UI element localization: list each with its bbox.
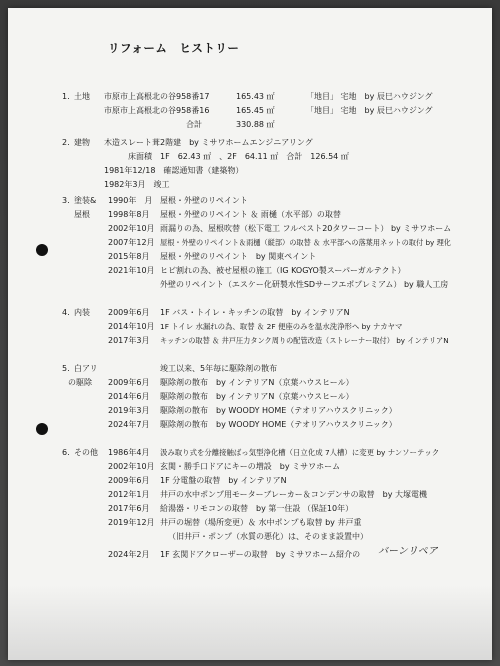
section-number: 4.: [62, 308, 70, 317]
entry-text: 1982年3月 竣工: [104, 180, 170, 189]
section-label: その他: [74, 448, 98, 457]
entry-text: キッチンの取替 ＆ 井戸圧力タンク周りの配管改造（ストレーナー取付） by インテリアN: [160, 336, 449, 345]
entry-text: （旧井戸・ポンプ（水質の悪化）は、そのまま設置中）: [168, 532, 368, 541]
entry-date: 2019年12月: [108, 518, 155, 527]
history-row: [8, 446, 492, 460]
entry-text: 外壁のリペイント（エスケー化研製水性SDサーフエポプレミアム） by 職人工房: [160, 280, 449, 289]
entry-date: 2012年1月: [108, 490, 150, 499]
paper-shadow: [8, 585, 492, 660]
history-row: [8, 376, 492, 390]
entry-text: 駆除剤の散布 by インテリアN（京葉ハウスヒール）: [160, 392, 354, 401]
history-row: [8, 474, 492, 488]
entry-date: 2024年7月: [108, 420, 150, 429]
entry-date: 2024年2月: [108, 550, 150, 559]
entry-date: 2017年6月: [108, 504, 150, 513]
history-row: [8, 136, 492, 150]
section-number: 2.: [62, 138, 70, 147]
entry-date: 2014年6月: [108, 392, 150, 401]
history-row: [8, 150, 492, 164]
history-row: [8, 320, 492, 334]
history-row: [8, 236, 492, 250]
history-row: [8, 404, 492, 418]
section-number: 6.: [62, 448, 70, 457]
history-row: [8, 334, 492, 348]
history-row: [8, 178, 492, 192]
history-row: [8, 250, 492, 264]
entry-text: 屋根・外壁のリペイント: [160, 196, 248, 205]
history-row: [8, 460, 492, 474]
document-title: リフォーム ヒストリー: [108, 41, 240, 55]
history-row: [8, 264, 492, 278]
entry-text: 1F 分電盤の取替 by インテリアN: [160, 476, 287, 485]
entry-note: 「地目」 宅地 by 辰巳ハウジング: [306, 106, 433, 115]
entry-text: 合計: [186, 120, 202, 129]
entry-text: 駆除剤の散布 by WOODY HOME（テオリアハウスクリニック）: [160, 420, 397, 429]
history-row: [8, 164, 492, 178]
entry-text: 玄関・勝手口ドアにキーの増設 by ミサワホーム: [160, 462, 341, 471]
entry-date: 2015年8月: [108, 252, 150, 261]
entry-text: ヒビ割れの為、被せ屋根の施工（IG KOGYO製スーパーガルテクト）: [160, 266, 406, 275]
entry-text: 駆除剤の散布 by WOODY HOME（テオリアハウスクリニック）: [160, 406, 397, 415]
section-label: 白アリ: [74, 364, 98, 373]
entry-text: 井戸の水中ポンプ用モーターブレーカー＆コンデンサの取替 by 大塚電機: [160, 490, 427, 499]
section-label: 屋根: [74, 210, 90, 219]
section-label: 塗装&: [74, 196, 97, 205]
history-row: [8, 278, 492, 292]
entry-text: 1F バス・トイレ・キッチンの取替 by インテリアN: [160, 308, 350, 317]
section-number: 5.: [62, 364, 70, 373]
document-page: [8, 8, 492, 660]
section-number: 1.: [62, 92, 70, 101]
section-label: の駆除: [68, 378, 92, 387]
entry-date: 1990年 月: [108, 196, 153, 205]
entry-date: 2002年10月: [108, 462, 155, 471]
entry-date: 2007年12月: [108, 238, 155, 247]
history-row: [8, 502, 492, 516]
entry-area: 165.45 ㎡: [236, 106, 275, 115]
history-row: [8, 418, 492, 432]
history-row: [8, 208, 492, 222]
history-row: [8, 222, 492, 236]
entry-text: 給湯器・リモコンの取替 by 第一住設 （保証10年）: [160, 504, 354, 513]
entry-date: 2009年6月: [108, 308, 150, 317]
entry-date: 2014年10月: [108, 322, 155, 331]
section-label: 内装: [74, 308, 90, 317]
entry-text: 床面積 1F 62.43 ㎡ 、2F 64.11 ㎡ 合計 126.54 ㎡: [128, 152, 349, 161]
history-row: [8, 516, 492, 530]
history-row: [8, 548, 492, 562]
entry-note: 「地目」 宅地 by 辰巳ハウジング: [306, 92, 433, 101]
entry-area: 165.43 ㎡: [236, 92, 275, 101]
entry-text: 汲み取り式を分離接触ばっ気型浄化槽（日立化成 7人槽）に変更 by ナンソーテック: [160, 448, 440, 457]
entry-date: 2009年6月: [108, 378, 150, 387]
entry-text: 雨漏りの為、屋根吹替（松下電工 フルベスト20タワーコート） by ミサワホーム: [160, 224, 452, 233]
entry-date: 1986年4月: [108, 448, 150, 457]
history-row: [8, 362, 492, 376]
entry-text: 屋根・外壁のリペイント ＆ 雨樋（水平部）の取替: [160, 210, 341, 219]
entry-text: 木造スレート葺2階建 by ミサワホームエンジニアリング: [104, 138, 313, 147]
entry-text: 市原市上高根北の谷958番16: [104, 106, 210, 115]
entry-text: 屋根・外壁のリペイント by 関東ペイント: [160, 252, 317, 261]
entry-date: 2017年3月: [108, 336, 150, 345]
entry-date: 2019年3月: [108, 406, 150, 415]
history-row: [8, 104, 492, 118]
entry-area: 330.88 ㎡: [236, 120, 275, 129]
history-row: [8, 118, 492, 132]
section-number: 3.: [62, 196, 70, 205]
section-label: 建物: [74, 138, 90, 147]
entry-date: 2002年10月: [108, 224, 155, 233]
entry-text: 市原市上高根北の谷958番17: [104, 92, 210, 101]
entry-text: 1981年12/18 確認通知書（建築物）: [104, 166, 244, 175]
history-row: [8, 488, 492, 502]
entry-date: 1998年8月: [108, 210, 150, 219]
entry-text: 1F トイレ 水漏れの為、取替 ＆ 2F 便座のみを温水洗浄形へ by ナカヤマ: [160, 322, 403, 331]
section-label: 土地: [74, 92, 90, 101]
history-row: [8, 306, 492, 320]
history-row: [8, 194, 492, 208]
entry-text: 駆除剤の散布 by インテリアN（京葉ハウスヒール）: [160, 378, 354, 387]
entry-date: 2009年6月: [108, 476, 150, 485]
entry-date: 2021年10月: [108, 266, 155, 275]
history-row: [8, 530, 492, 544]
entry-text: 竣工以来、5年毎に駆除剤の散布: [160, 364, 278, 373]
entry-text: 井戸の堀替（場所変更）＆ 水中ポンプも取替 by 井戸重: [160, 518, 362, 527]
entry-text: 1F 玄関ドアクローザーの取替 by ミサワホーム紹介の: [160, 550, 361, 559]
handwritten-note: バーンリペア: [378, 546, 438, 557]
history-row: [8, 90, 492, 104]
history-row: [8, 390, 492, 404]
entry-text: 屋根・外壁のリペイント＆雨樋（縦部）の取替 ＆ 水平部への落葉用ネットの取付 by 理化: [160, 238, 451, 247]
